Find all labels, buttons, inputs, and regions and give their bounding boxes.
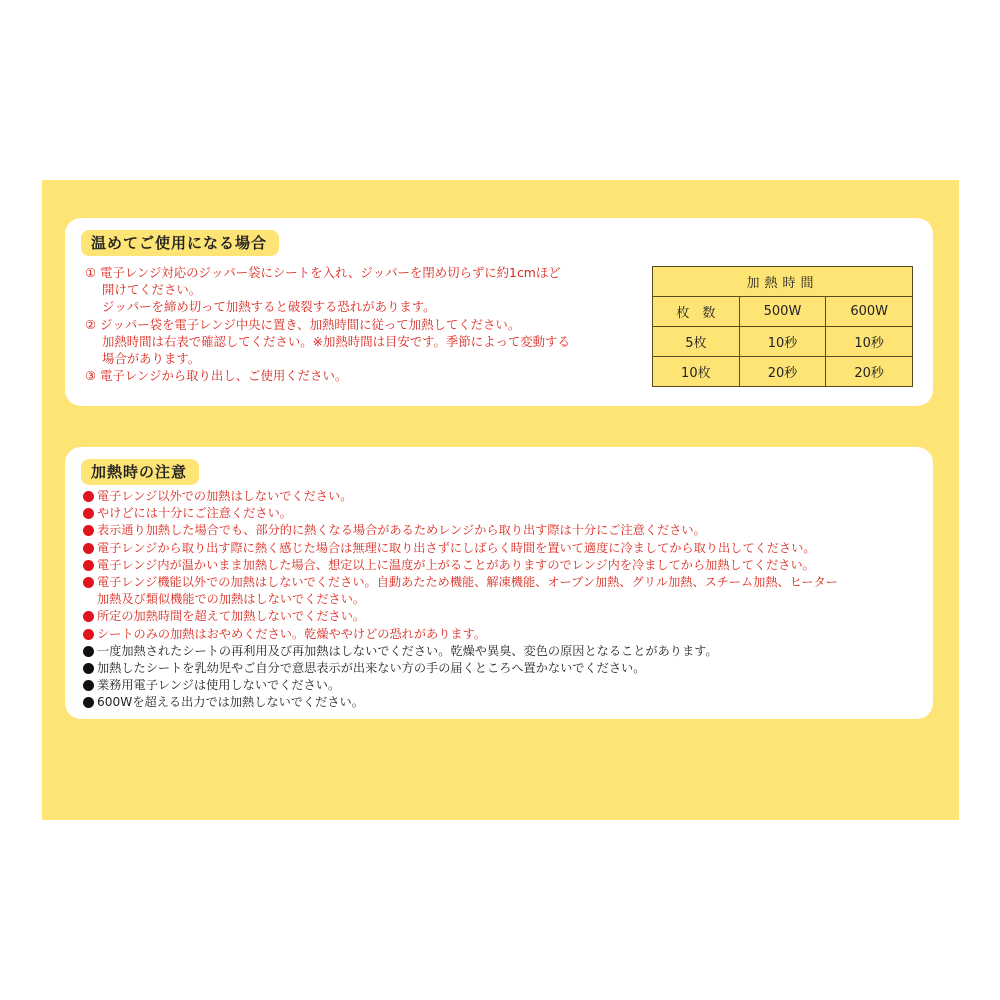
red-bullet-icon xyxy=(83,508,94,519)
table-cell: 20秒 xyxy=(826,357,913,387)
black-bullet-icon xyxy=(83,646,94,657)
caution-list xyxy=(82,488,922,712)
section-title-heating: 温めてご使用になる場合 xyxy=(81,230,279,256)
caution-item xyxy=(82,626,922,643)
red-bullet-icon xyxy=(83,543,94,554)
step-line: ジッパーを締め切って加熱すると破裂する恐れがあります。 xyxy=(102,299,436,315)
caution-text: 電子レンジから取り出す際に熱く感じた場合は無理に取り出さずにしばらく時間を置いて適度に冷ましてから取り出してください。 xyxy=(97,540,816,555)
caution-item xyxy=(82,608,922,625)
black-bullet-icon xyxy=(83,680,94,691)
table-cell: 5枚 xyxy=(653,327,740,357)
table-cell: 20秒 xyxy=(739,357,826,387)
section-title-cautions: 加熱時の注意 xyxy=(81,459,199,485)
table-row xyxy=(653,357,913,387)
caution-text: 電子レンジ以外での加熱はしないでください。 xyxy=(97,489,353,503)
red-bullet-icon xyxy=(83,491,94,502)
red-bullet-icon xyxy=(83,611,94,622)
red-bullet-icon xyxy=(83,577,94,588)
caution-item xyxy=(82,505,922,522)
caution-text: 一度加熱されたシートの再利用及び再加熱はしないでください。乾燥や異臭、変色の原因となることがあります。 xyxy=(97,643,718,658)
caution-item xyxy=(82,643,922,660)
red-bullet-icon xyxy=(83,629,94,640)
heating-time-table xyxy=(652,266,913,387)
table-title: 加熱時間 xyxy=(653,267,913,297)
caution-text: シートのみの加熱はおやめください。乾燥ややけどの恐れがあります。 xyxy=(97,626,487,641)
step-line: 加熱時間は右表で確認してください。※加熱時間は目安です。季節によって変動する xyxy=(102,333,570,349)
caution-text: 表示通り加熱した場合でも、部分的に熱くなる場合があるためレンジから取り出す際は十分にご注意ください。 xyxy=(97,523,706,538)
heating-steps xyxy=(85,264,645,384)
caution-text: 電子レンジ内が温かいまま加熱した場合、想定以上に温度が上がることがありますのでレンジ内を冷ましてから加熱してください。 xyxy=(97,557,815,572)
caution-item xyxy=(82,574,922,608)
caution-item xyxy=(82,540,922,557)
table-header-row xyxy=(653,297,913,327)
table-header-cell: 600W xyxy=(826,297,913,327)
table-header-cell: 枚 数 xyxy=(653,297,740,327)
black-bullet-icon xyxy=(83,663,94,674)
black-bullet-icon xyxy=(83,697,94,708)
caution-item xyxy=(82,677,922,694)
caution-text: 業務用電子レンジは使用しないでください。 xyxy=(97,678,341,693)
caution-text: 電子レンジ機能以外での加熱はしないでください。自動あたため機能、解凍機能、オーブン加熱、グリル加熱、スチーム加熱、ヒーター xyxy=(97,575,838,590)
step-line: ③ 電子レンジから取り出し、ご使用ください。 xyxy=(85,368,348,384)
table-cell: 10秒 xyxy=(826,327,913,357)
heating-instructions-panel xyxy=(65,218,933,406)
heating-cautions-panel xyxy=(65,447,933,719)
caution-item xyxy=(82,660,922,677)
table-header-cell: 500W xyxy=(739,297,826,327)
red-bullet-icon xyxy=(83,525,94,536)
table-cell: 10秒 xyxy=(739,327,826,357)
caution-text-continued: 加熱及び類似機能での加熱はしないでください。 xyxy=(97,592,366,607)
caution-text: 加熱したシートを乳幼児やご自分で意思表示が出来ない方の手の届くところへ置かないでください。 xyxy=(97,661,646,676)
caution-text: 所定の加熱時間を超えて加熱しないでください。 xyxy=(97,609,366,624)
caution-text: やけどには十分にご注意ください。 xyxy=(97,506,292,521)
caution-item xyxy=(82,694,922,711)
table-row xyxy=(653,327,913,357)
caution-item xyxy=(82,488,922,505)
caution-text: 600Wを超える出力では加熱しないでください。 xyxy=(97,695,364,710)
caution-item xyxy=(82,522,922,539)
step-line: ① 電子レンジ対応のジッパー袋にシートを入れ、ジッパーを閉め切らずに約1cmほど xyxy=(85,265,561,280)
table-cell: 10枚 xyxy=(653,357,740,387)
red-bullet-icon xyxy=(83,560,94,571)
step-line: 開けてください。 xyxy=(102,282,202,298)
caution-item xyxy=(82,557,922,574)
step-line: 場合があります。 xyxy=(102,351,201,367)
step-line: ② ジッパー袋を電子レンジ中央に置き、加熱時間に従って加熱してください。 xyxy=(85,316,521,332)
